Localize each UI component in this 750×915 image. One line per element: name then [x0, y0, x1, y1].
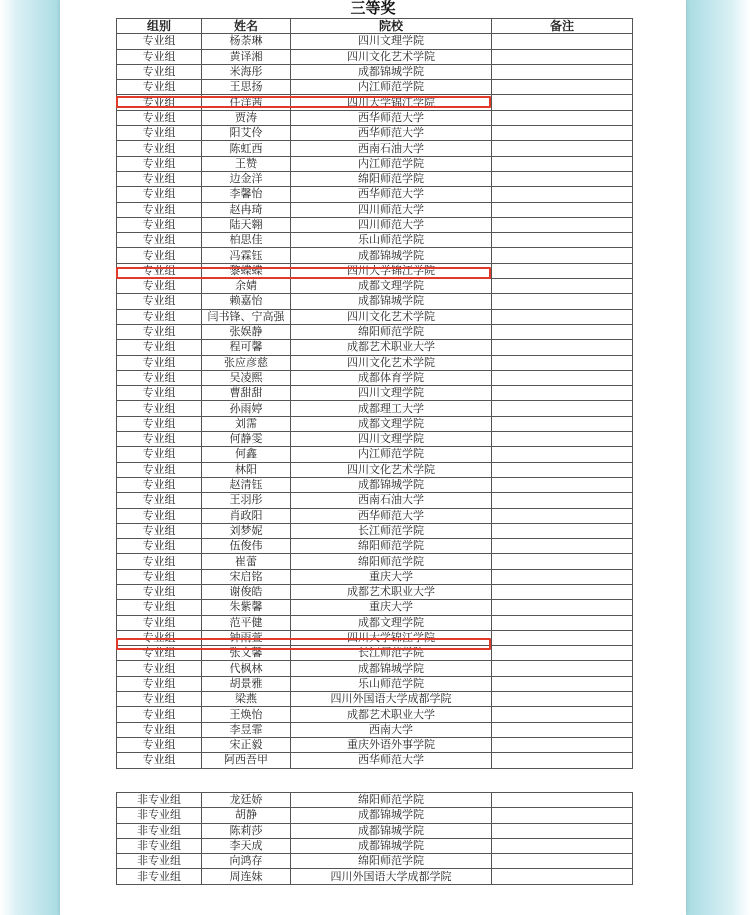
cell-name: 李馨怡 — [202, 187, 291, 202]
cell-name: 王焕怡 — [202, 707, 291, 722]
cell-notes — [492, 324, 633, 339]
cell-group: 专业组 — [117, 477, 202, 492]
table-row — [117, 370, 633, 385]
cell-notes — [492, 630, 633, 645]
cell-name: 代枫林 — [202, 661, 291, 676]
table-row — [117, 202, 633, 217]
cell-group: 专业组 — [117, 279, 202, 294]
cell-notes — [492, 477, 633, 492]
table-row — [117, 838, 633, 853]
cell-name: 范平健 — [202, 615, 291, 630]
cell-group: 专业组 — [117, 737, 202, 752]
cell-notes — [492, 508, 633, 523]
cell-notes — [492, 141, 633, 156]
cell-name: 宋正毅 — [202, 737, 291, 752]
cell-group: 专业组 — [117, 49, 202, 64]
cell-group: 非专业组 — [117, 808, 202, 823]
cell-school: 四川文化艺术学院 — [291, 49, 492, 64]
cell-notes — [492, 554, 633, 569]
cell-group: 专业组 — [117, 217, 202, 232]
cell-group: 专业组 — [117, 370, 202, 385]
table-row — [117, 676, 633, 691]
cell-group: 非专业组 — [117, 793, 202, 808]
table-header-row — [117, 19, 633, 34]
table-row — [117, 49, 633, 64]
cell-school: 四川文理学院 — [291, 34, 492, 49]
cell-group: 专业组 — [117, 600, 202, 615]
cell-name: 柏思佳 — [202, 233, 291, 248]
cell-school: 内江师范学院 — [291, 80, 492, 95]
cell-name: 张娱静 — [202, 324, 291, 339]
table-row — [117, 217, 633, 232]
cell-school: 重庆外语外事学院 — [291, 737, 492, 752]
cell-school: 成都文理学院 — [291, 279, 492, 294]
table-row — [117, 615, 633, 630]
cell-name: 曹甜甜 — [202, 386, 291, 401]
cell-group: 专业组 — [117, 554, 202, 569]
table-row — [117, 823, 633, 838]
cell-group: 专业组 — [117, 661, 202, 676]
cell-group: 非专业组 — [117, 854, 202, 869]
cell-name: 米海彤 — [202, 64, 291, 79]
cell-group: 专业组 — [117, 110, 202, 125]
cell-notes — [492, 808, 633, 823]
cell-notes — [492, 279, 633, 294]
cell-name: 黎蝶蝶 — [202, 263, 291, 278]
table-row — [117, 793, 633, 808]
cell-name: 肖政阳 — [202, 508, 291, 523]
document-page — [60, 0, 686, 915]
cell-notes — [492, 309, 633, 324]
cell-school: 成都锦城学院 — [291, 294, 492, 309]
header-notes: 备注 — [492, 19, 633, 34]
cell-notes — [492, 126, 633, 141]
cell-name: 阳艾伶 — [202, 126, 291, 141]
table-row — [117, 355, 633, 370]
cell-name: 闫书锋、宁高强 — [202, 309, 291, 324]
cell-notes — [492, 34, 633, 49]
cell-notes — [492, 793, 633, 808]
table-row — [117, 386, 633, 401]
cell-school: 成都艺术职业大学 — [291, 584, 492, 599]
cell-group: 专业组 — [117, 539, 202, 554]
cell-notes — [492, 722, 633, 737]
cell-name: 刘梦妮 — [202, 523, 291, 538]
cell-name: 程可馨 — [202, 340, 291, 355]
table-row — [117, 539, 633, 554]
cell-name: 赵清钰 — [202, 477, 291, 492]
cell-group: 非专业组 — [117, 823, 202, 838]
cell-notes — [492, 493, 633, 508]
cell-notes — [492, 80, 633, 95]
table-row — [117, 233, 633, 248]
cell-name: 王赞 — [202, 156, 291, 171]
cell-name: 陈虹西 — [202, 141, 291, 156]
cell-group: 专业组 — [117, 401, 202, 416]
cell-notes — [492, 248, 633, 263]
table-row — [117, 753, 633, 768]
cell-group: 专业组 — [117, 676, 202, 691]
cell-school: 四川文理学院 — [291, 432, 492, 447]
highlight-box — [116, 267, 491, 279]
table-row — [117, 854, 633, 869]
cell-notes — [492, 340, 633, 355]
cell-school: 成都艺术职业大学 — [291, 340, 492, 355]
cell-school: 西南大学 — [291, 722, 492, 737]
cell-name: 陈莉莎 — [202, 823, 291, 838]
cell-school: 成都锦城学院 — [291, 248, 492, 263]
cell-group: 专业组 — [117, 416, 202, 431]
cell-school: 重庆大学 — [291, 600, 492, 615]
right-background — [686, 0, 750, 915]
table-row — [117, 279, 633, 294]
cell-school: 四川文化艺术学院 — [291, 462, 492, 477]
table-row — [117, 707, 633, 722]
table-row — [117, 110, 633, 125]
cell-notes — [492, 569, 633, 584]
cell-group: 非专业组 — [117, 869, 202, 884]
cell-name: 李天成 — [202, 838, 291, 853]
table-row — [117, 141, 633, 156]
cell-school: 成都文理学院 — [291, 615, 492, 630]
non-professional-group-table — [116, 792, 633, 885]
table-row — [117, 808, 633, 823]
table-row — [117, 737, 633, 752]
cell-group: 专业组 — [117, 722, 202, 737]
header-group: 组别 — [117, 19, 202, 34]
cell-notes — [492, 539, 633, 554]
cell-group: 专业组 — [117, 493, 202, 508]
cell-notes — [492, 355, 633, 370]
cell-school: 成都理工大学 — [291, 401, 492, 416]
cell-name: 王思扬 — [202, 80, 291, 95]
cell-school: 成都锦城学院 — [291, 661, 492, 676]
table-row — [117, 722, 633, 737]
cell-name: 朱紫馨 — [202, 600, 291, 615]
table-row — [117, 523, 633, 538]
cell-group: 非专业组 — [117, 838, 202, 853]
cell-group: 专业组 — [117, 263, 202, 278]
cell-notes — [492, 233, 633, 248]
cell-group: 专业组 — [117, 646, 202, 661]
cell-school: 绵阳师范学院 — [291, 793, 492, 808]
cell-notes — [492, 95, 633, 110]
cell-notes — [492, 707, 633, 722]
cell-notes — [492, 869, 633, 884]
table-row — [117, 401, 633, 416]
cell-notes — [492, 447, 633, 462]
cell-notes — [492, 49, 633, 64]
cell-notes — [492, 202, 633, 217]
table-row — [117, 248, 633, 263]
cell-school: 四川文理学院 — [291, 386, 492, 401]
cell-school: 绵阳师范学院 — [291, 539, 492, 554]
cell-name: 胡景雅 — [202, 676, 291, 691]
cell-name: 赖嘉怡 — [202, 294, 291, 309]
cell-group: 专业组 — [117, 355, 202, 370]
cell-school: 成都锦城学院 — [291, 838, 492, 853]
cell-name: 何静雯 — [202, 432, 291, 447]
professional-group-table — [116, 18, 633, 769]
cell-notes — [492, 171, 633, 186]
table-row — [117, 171, 633, 186]
table-row — [117, 64, 633, 79]
cell-notes — [492, 462, 633, 477]
cell-school: 成都体育学院 — [291, 370, 492, 385]
cell-name: 刘霈 — [202, 416, 291, 431]
cell-notes — [492, 523, 633, 538]
cell-notes — [492, 584, 633, 599]
cell-group: 专业组 — [117, 386, 202, 401]
cell-name: 王羽彤 — [202, 493, 291, 508]
table-row — [117, 187, 633, 202]
cell-name: 李昱霏 — [202, 722, 291, 737]
cell-school: 成都锦城学院 — [291, 64, 492, 79]
cell-notes — [492, 854, 633, 869]
table-row — [117, 508, 633, 523]
left-background — [0, 0, 60, 915]
cell-school: 长江师范学院 — [291, 646, 492, 661]
highlight-box — [116, 638, 491, 650]
cell-group: 专业组 — [117, 508, 202, 523]
cell-group: 专业组 — [117, 753, 202, 768]
cell-name: 余婧 — [202, 279, 291, 294]
cell-school: 西华师范大学 — [291, 508, 492, 523]
table-row — [117, 477, 633, 492]
cell-notes — [492, 753, 633, 768]
cell-school: 绵阳师范学院 — [291, 324, 492, 339]
cell-notes — [492, 823, 633, 838]
table-row — [117, 126, 633, 141]
cell-school: 乐山师范学院 — [291, 676, 492, 691]
cell-school: 四川外国语大学成都学院 — [291, 869, 492, 884]
table-row — [117, 462, 633, 477]
cell-name: 龙廷娇 — [202, 793, 291, 808]
cell-school: 成都锦城学院 — [291, 823, 492, 838]
table-row — [117, 447, 633, 462]
cell-name: 梁燕 — [202, 692, 291, 707]
cell-name: 伍俊伟 — [202, 539, 291, 554]
cell-school: 成都锦城学院 — [291, 808, 492, 823]
cell-name: 张应彦慈 — [202, 355, 291, 370]
cell-group: 专业组 — [117, 340, 202, 355]
cell-notes — [492, 661, 633, 676]
cell-notes — [492, 64, 633, 79]
cell-notes — [492, 646, 633, 661]
cell-name: 任洋茜 — [202, 95, 291, 110]
cell-name: 胡静 — [202, 808, 291, 823]
cell-notes — [492, 156, 633, 171]
cell-notes — [492, 600, 633, 615]
cell-name: 陆天翱 — [202, 217, 291, 232]
cell-name: 边金洋 — [202, 171, 291, 186]
cell-name: 谢俊皓 — [202, 584, 291, 599]
cell-group: 专业组 — [117, 462, 202, 477]
cell-school: 绵阳师范学院 — [291, 554, 492, 569]
cell-school: 四川师范大学 — [291, 217, 492, 232]
table-row — [117, 869, 633, 884]
header-school: 院校 — [291, 19, 492, 34]
cell-group: 专业组 — [117, 248, 202, 263]
cell-school: 长江师范学院 — [291, 523, 492, 538]
page-title: 三等奖 — [350, 0, 396, 17]
cell-notes — [492, 416, 633, 431]
cell-notes — [492, 737, 633, 752]
cell-notes — [492, 370, 633, 385]
cell-notes — [492, 294, 633, 309]
cell-name: 冯霖钰 — [202, 248, 291, 263]
cell-name: 吴凌熙 — [202, 370, 291, 385]
cell-notes — [492, 386, 633, 401]
cell-group: 专业组 — [117, 80, 202, 95]
cell-school: 四川大学锦江学院 — [291, 95, 492, 110]
cell-school: 重庆大学 — [291, 569, 492, 584]
cell-group: 专业组 — [117, 432, 202, 447]
cell-school: 成都锦城学院 — [291, 477, 492, 492]
cell-group: 专业组 — [117, 202, 202, 217]
cell-group: 专业组 — [117, 324, 202, 339]
cell-school: 成都文理学院 — [291, 416, 492, 431]
cell-group: 专业组 — [117, 707, 202, 722]
cell-school: 四川大学锦江学院 — [291, 630, 492, 645]
cell-school: 乐山师范学院 — [291, 233, 492, 248]
cell-school: 内江师范学院 — [291, 447, 492, 462]
cell-name: 孙雨婷 — [202, 401, 291, 416]
cell-group: 专业组 — [117, 95, 202, 110]
cell-name: 钟雨萱 — [202, 630, 291, 645]
cell-notes — [492, 217, 633, 232]
cell-group: 专业组 — [117, 447, 202, 462]
cell-group: 专业组 — [117, 141, 202, 156]
table-row — [117, 600, 633, 615]
cell-name: 周连妹 — [202, 869, 291, 884]
cell-school: 四川大学锦江学院 — [291, 263, 492, 278]
cell-school: 成都艺术职业大学 — [291, 707, 492, 722]
cell-group: 专业组 — [117, 630, 202, 645]
cell-school: 西华师范大学 — [291, 126, 492, 141]
cell-school: 西华师范大学 — [291, 753, 492, 768]
cell-name: 宋启铭 — [202, 569, 291, 584]
cell-school: 绵阳师范学院 — [291, 171, 492, 186]
table-row — [117, 432, 633, 447]
table-row — [117, 493, 633, 508]
cell-notes — [492, 692, 633, 707]
cell-school: 四川文化艺术学院 — [291, 309, 492, 324]
table-row — [117, 80, 633, 95]
cell-school: 四川文化艺术学院 — [291, 355, 492, 370]
cell-school: 四川外国语大学成都学院 — [291, 692, 492, 707]
cell-school: 四川师范大学 — [291, 202, 492, 217]
cell-group: 专业组 — [117, 171, 202, 186]
table-row — [117, 294, 633, 309]
cell-name: 崔蕾 — [202, 554, 291, 569]
cell-name: 林阳 — [202, 462, 291, 477]
cell-group: 专业组 — [117, 126, 202, 141]
table-row — [117, 324, 633, 339]
cell-group: 专业组 — [117, 615, 202, 630]
cell-name: 阿西吾甲 — [202, 753, 291, 768]
cell-group: 专业组 — [117, 187, 202, 202]
cell-group: 专业组 — [117, 523, 202, 538]
cell-group: 专业组 — [117, 569, 202, 584]
table-row — [117, 34, 633, 49]
cell-school: 西南石油大学 — [291, 493, 492, 508]
cell-school: 绵阳师范学院 — [291, 854, 492, 869]
highlight-box — [116, 96, 491, 108]
table-row — [117, 554, 633, 569]
cell-name: 黄译湘 — [202, 49, 291, 64]
cell-notes — [492, 676, 633, 691]
cell-group: 专业组 — [117, 294, 202, 309]
cell-group: 专业组 — [117, 34, 202, 49]
cell-notes — [492, 110, 633, 125]
cell-group: 专业组 — [117, 692, 202, 707]
cell-name: 赵冉琦 — [202, 202, 291, 217]
cell-school: 西南石油大学 — [291, 141, 492, 156]
table-row — [117, 569, 633, 584]
table-row — [117, 416, 633, 431]
header-name: 姓名 — [202, 19, 291, 34]
cell-name: 杨荼琳 — [202, 34, 291, 49]
table-row — [117, 156, 633, 171]
cell-notes — [492, 401, 633, 416]
cell-name: 向鸿存 — [202, 854, 291, 869]
table-row — [117, 309, 633, 324]
cell-notes — [492, 838, 633, 853]
cell-group: 专业组 — [117, 64, 202, 79]
table-row — [117, 340, 633, 355]
cell-school: 西华师范大学 — [291, 187, 492, 202]
cell-notes — [492, 432, 633, 447]
cell-name: 何鑫 — [202, 447, 291, 462]
cell-name: 张文馨 — [202, 646, 291, 661]
cell-name: 贾涛 — [202, 110, 291, 125]
cell-group: 专业组 — [117, 233, 202, 248]
cell-group: 专业组 — [117, 156, 202, 171]
cell-group: 专业组 — [117, 309, 202, 324]
cell-school: 西华师范大学 — [291, 110, 492, 125]
table-row — [117, 584, 633, 599]
cell-group: 专业组 — [117, 584, 202, 599]
table-row — [117, 661, 633, 676]
cell-notes — [492, 263, 633, 278]
cell-notes — [492, 615, 633, 630]
cell-school: 内江师范学院 — [291, 156, 492, 171]
table-row — [117, 692, 633, 707]
cell-notes — [492, 187, 633, 202]
